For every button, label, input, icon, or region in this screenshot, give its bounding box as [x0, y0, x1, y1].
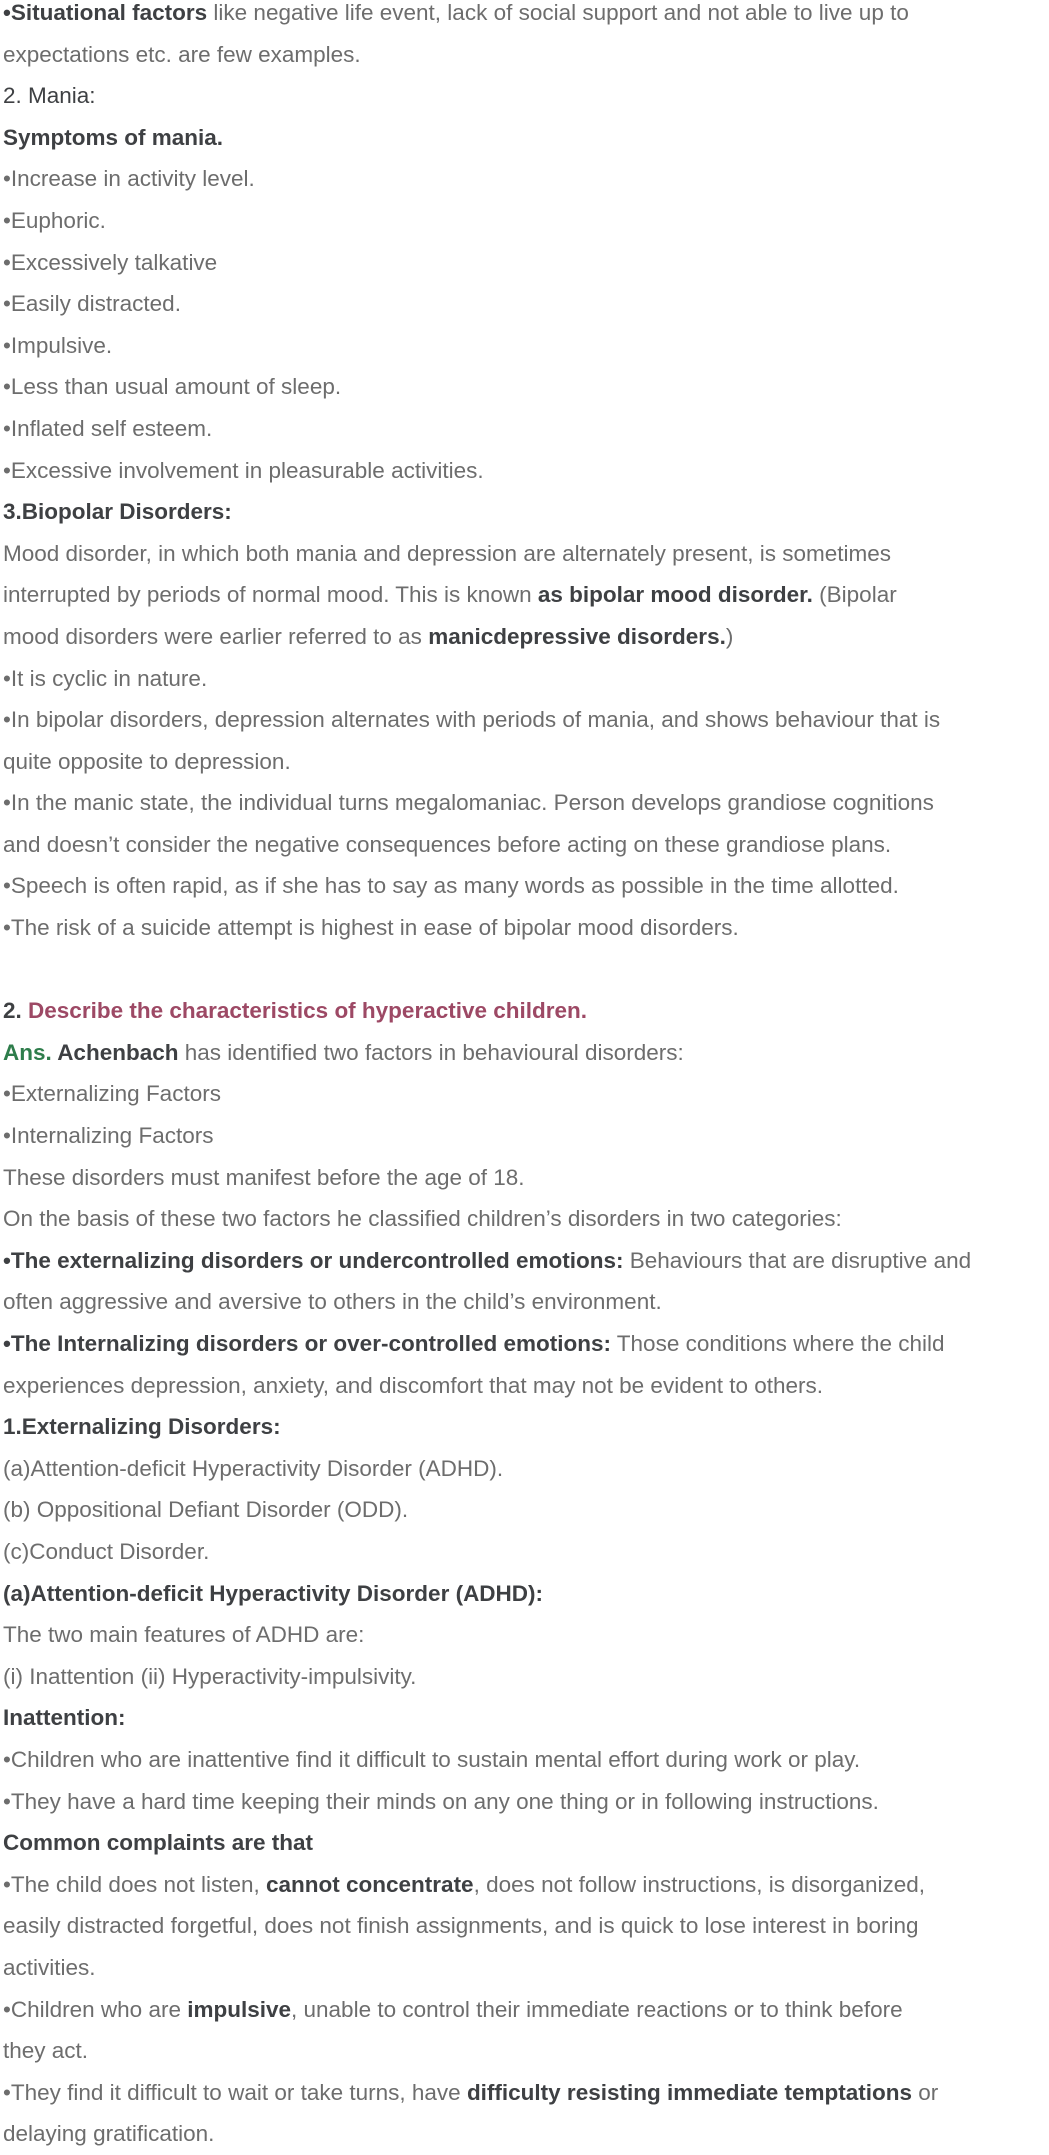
text-run: (c)Conduct Disorder. [3, 1538, 210, 1564]
text-line [3, 283, 1049, 325]
text-line [3, 158, 1049, 200]
text-line [3, 491, 1049, 533]
text-line [3, 1115, 1049, 1157]
text-line [3, 2072, 1049, 2114]
text-line [3, 1406, 1049, 1448]
text-run: Inattention: [3, 1705, 126, 1731]
text-line [3, 366, 1049, 408]
text-run: •Situational factors [3, 0, 208, 25]
text-line [3, 2113, 1049, 2155]
text-run: Ans. [3, 1039, 58, 1065]
text-run: •The child does not listen, [3, 1871, 267, 1897]
text-run: •Excessively talkative [3, 249, 218, 275]
text-run: expectations etc. are few examples. [3, 41, 361, 67]
text-line [3, 616, 1049, 658]
text-run: (a)Attention-deficit Hyperactivity Disorder (ADHD). [3, 1455, 504, 1481]
text-run: •Children who are [3, 1996, 188, 2022]
text-run: activities. [3, 1954, 96, 1980]
text-line [3, 2030, 1049, 2072]
text-run: The two main features of ADHD are: [3, 1622, 365, 1648]
text-line [3, 325, 1049, 367]
text-run: difficulty resisting immediate temptations [466, 2079, 913, 2105]
text-run: delaying gratification. [3, 2121, 215, 2147]
text-line [3, 1032, 1049, 1074]
text-run: Common complaints are that [3, 1830, 314, 1856]
text-run: they act. [3, 2038, 89, 2064]
text-run: often aggressive and aversive to others in the child’s environment. [3, 1289, 662, 1315]
text-run: •Children who are inattentive find it difficult to sustain mental effort during work or play. [3, 1746, 861, 1772]
text-line [3, 1905, 1049, 1947]
text-line [3, 782, 1049, 824]
text-run: Achenbach [57, 1039, 179, 1065]
text-run: •Excessive involvement in pleasurable activities. [3, 457, 484, 483]
text-run: quite opposite to depression. [3, 748, 291, 774]
text-run: •Euphoric. [3, 207, 106, 233]
text-line [3, 1656, 1049, 1698]
text-line [3, 741, 1049, 783]
text-line [3, 865, 1049, 907]
text-run: (i) Inattention (ii) Hyperactivity-impulsivity. [3, 1663, 417, 1689]
text-line [3, 1198, 1049, 1240]
text-line [3, 1947, 1049, 1989]
text-run: 2. [3, 998, 29, 1024]
text-run: •Impulsive. [3, 332, 113, 358]
text-line [3, 200, 1049, 242]
text-line [3, 1531, 1049, 1573]
text-run: •Externalizing Factors [3, 1081, 221, 1107]
text-run: •In bipolar disorders, depression alternates with periods of mania, and shows behaviour that is [3, 707, 941, 733]
text-line [3, 1739, 1049, 1781]
text-run: interrupted by periods of normal mood. This is known [3, 582, 538, 608]
text-run: •Speech is often rapid, as if she has to say as many words as possible in the time allotted. [3, 873, 899, 899]
text-run: 2. Mania: [3, 83, 96, 109]
text-line [3, 1614, 1049, 1656]
text-run: cannot concentrate [266, 1871, 474, 1897]
text-run: (Bipolar [812, 582, 897, 608]
text-run: (a)Attention-deficit Hyperactivity Disorder (ADHD): [3, 1580, 544, 1606]
text-line [3, 1157, 1049, 1199]
text-line [3, 1448, 1049, 1490]
text-run: •Less than usual amount of sleep. [3, 374, 342, 400]
text-run: 3.Biopolar Disorders: [3, 499, 232, 525]
text-run: experiences depression, anxiety, and discomfort that may not be evident to others. [3, 1372, 824, 1398]
text-line [3, 0, 1049, 34]
text-run: Those conditions where the child [610, 1331, 945, 1356]
text-run: ) [725, 623, 734, 649]
text-line [3, 450, 1049, 492]
text-line [3, 75, 1049, 117]
text-line [3, 1281, 1049, 1323]
text-run: Describe the characteristics of hyperactive children. [28, 998, 588, 1024]
text-run: , does not follow instructions, is disorganized, [473, 1871, 926, 1897]
text-line [3, 1073, 1049, 1115]
text-run: •Easily distracted. [3, 291, 181, 317]
text-line [3, 34, 1049, 76]
text-run: •Internalizing Factors [3, 1123, 214, 1149]
text-run: 1.Externalizing Disorders: [3, 1414, 281, 1440]
text-run: These disorders must manifest before the age of 18. [3, 1164, 525, 1190]
text-run: •They have a hard time keeping their minds on any one thing or in following instructions. [3, 1788, 879, 1814]
text-line [3, 1989, 1049, 2031]
text-line [3, 824, 1049, 866]
text-run: impulsive [187, 1996, 292, 2022]
text-line [3, 990, 1049, 1032]
text-line [3, 1323, 1049, 1365]
text-run: Mood disorder, in which both mania and depression are alternately present, is sometimes [3, 540, 891, 566]
text-run: Behaviours that are disruptive and [623, 1247, 972, 1273]
text-run: mood disorders were earlier referred to as [3, 623, 429, 649]
text-line [3, 574, 1049, 616]
text-line [3, 1822, 1049, 1864]
text-line [3, 699, 1049, 741]
text-run: •It is cyclic in nature. [3, 665, 208, 691]
text-run: has identified two factors in behavioural disorders: [178, 1039, 684, 1065]
text-line [3, 1489, 1049, 1531]
text-run: or [912, 2079, 939, 2105]
text-run: •They find it difficult to wait or take turns, have [3, 2079, 467, 2105]
text-line [3, 408, 1049, 450]
text-run: as bipolar mood disorder. [537, 582, 813, 608]
text-line [3, 1365, 1049, 1407]
text-run: easily distracted forgetful, does not finish assignments, and is quick to lose interest in boring [3, 1913, 919, 1939]
text-line [3, 1697, 1049, 1739]
text-line [3, 1781, 1049, 1823]
text-line [3, 1573, 1049, 1615]
text-run: •In the manic state, the individual turns megalomaniac. Person develops grandiose cognitions [3, 790, 934, 816]
text-run: Symptoms of mania. [3, 124, 224, 150]
text-run: On the basis of these two factors he classified children’s disorders in two categories: [3, 1206, 842, 1232]
text-line [3, 1864, 1049, 1906]
text-run: •The risk of a suicide attempt is highest in ease of bipolar mood disorders. [3, 915, 739, 941]
text-line [3, 117, 1049, 159]
text-line [3, 907, 1049, 949]
text-run: (b) Oppositional Defiant Disorder (ODD). [3, 1497, 409, 1523]
text-line [3, 1240, 1049, 1282]
text-run: •Increase in activity level. [3, 166, 255, 192]
text-line [3, 533, 1049, 575]
text-run: , unable to control their immediate reactions or to think before [291, 1996, 903, 2022]
text-line [3, 242, 1049, 284]
text-run: like negative life event, lack of social support and not able to live up to [207, 0, 909, 25]
text-run: •The externalizing disorders or undercontrolled emotions: [3, 1247, 624, 1273]
text-line [3, 658, 1049, 700]
blank-line [3, 949, 1049, 991]
text-run: •The Internalizing disorders or over-controlled emotions: [3, 1331, 611, 1356]
text-run: and doesn’t consider the negative consequences before acting on these grandiose plans. [3, 831, 892, 857]
text-run: •Inflated self esteem. [3, 415, 213, 441]
text-run: manicdepressive disorders. [428, 623, 726, 649]
